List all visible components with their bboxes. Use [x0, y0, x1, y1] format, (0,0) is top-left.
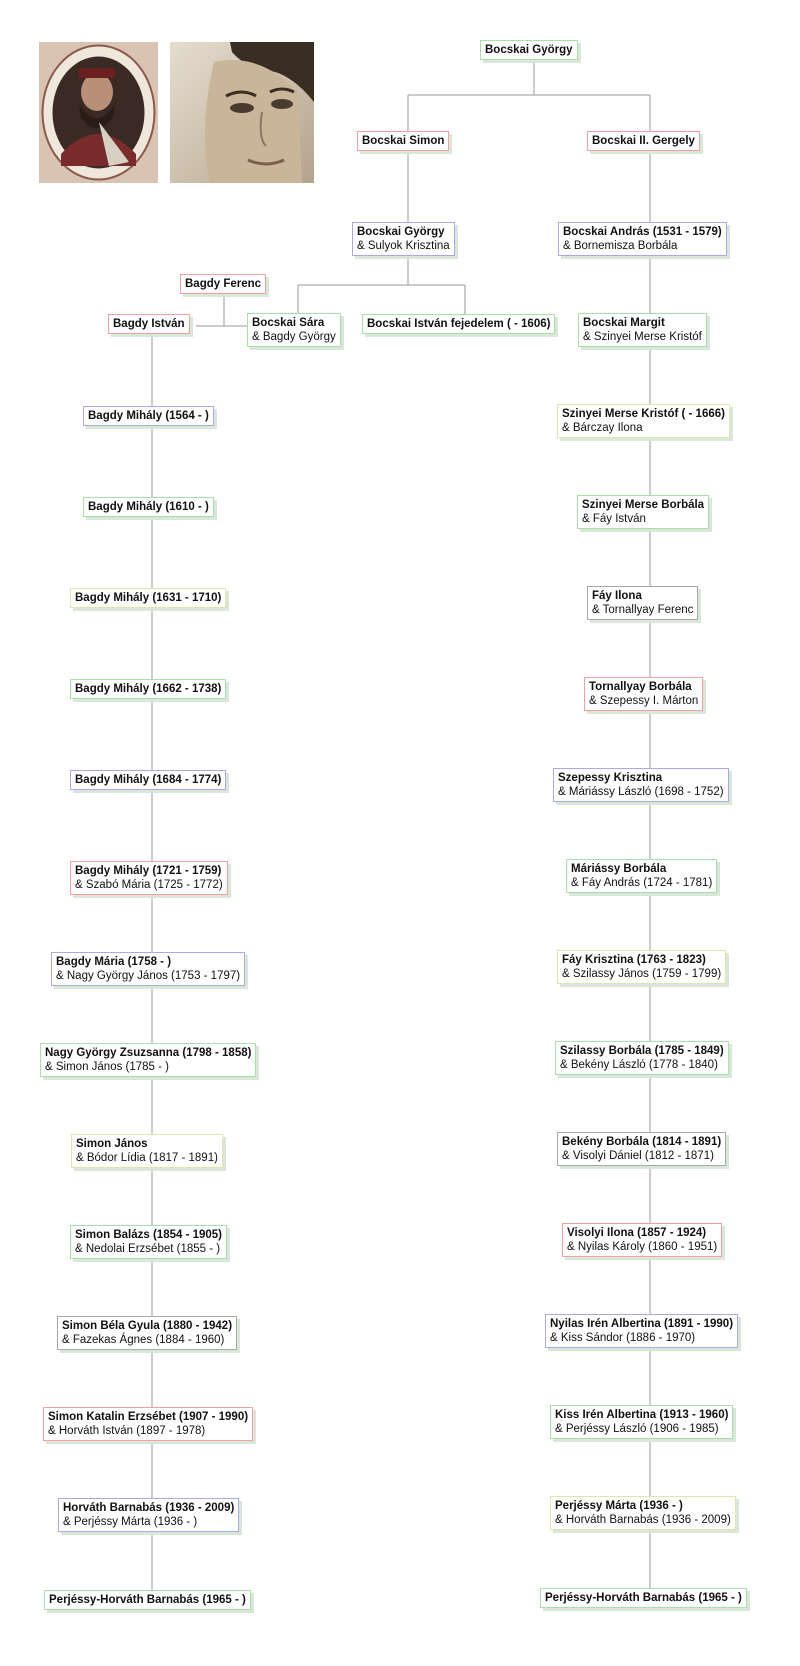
- person-name: Horváth Barnabás (1936 - 2009): [63, 1502, 235, 1514]
- person-node: [83, 406, 214, 426]
- person-spouse: & Bekény László (1778 - 1840): [560, 1059, 718, 1071]
- portrait-photo: [170, 42, 314, 183]
- person-name: Szinyei Merse Kristóf ( - 1666): [562, 408, 725, 420]
- person-node: [40, 1043, 256, 1077]
- person-node: [58, 1498, 239, 1532]
- person-node: [180, 274, 266, 294]
- person-name: Bagdy Mihály (1564 - ): [88, 410, 209, 422]
- person-name: Bagdy Mihály (1684 - 1774): [75, 774, 222, 786]
- person-spouse: & Bódor Lídia (1817 - 1891): [76, 1152, 218, 1164]
- person-name: Simon Balázs (1854 - 1905): [75, 1229, 223, 1241]
- portrait-engraving: [39, 42, 158, 183]
- person-node: [70, 679, 226, 699]
- person-spouse: & Szinyei Merse Kristóf: [583, 331, 702, 343]
- person-spouse: & Fáy András (1724 - 1781): [571, 877, 713, 889]
- person-name: Simon Béla Gyula (1880 - 1942): [62, 1320, 233, 1332]
- person-name: Szilassy Borbála (1785 - 1849): [560, 1045, 724, 1057]
- person-name: Tornallyay Borbála: [589, 681, 692, 693]
- person-node: [550, 1405, 733, 1439]
- person-node: [362, 314, 555, 334]
- person-spouse: & Bornemisza Borbála: [563, 240, 678, 252]
- person-node: [558, 222, 727, 256]
- person-name: Bagdy Mihály (1610 - ): [88, 501, 209, 513]
- person-node: [71, 1134, 223, 1168]
- person-name: Simon Katalin Erzsébet (1907 - 1990): [48, 1411, 249, 1423]
- person-node: [357, 131, 449, 151]
- person-name: Bocskai Simon: [362, 135, 445, 147]
- person-name: Bagdy Ferenc: [185, 278, 262, 290]
- person-spouse: & Simon János (1785 - ): [45, 1061, 170, 1073]
- person-spouse: & Tornallyay Ferenc: [592, 604, 694, 616]
- person-node: [578, 313, 707, 347]
- person-node: [480, 40, 578, 60]
- person-node: [584, 677, 703, 711]
- person-node: [566, 859, 717, 893]
- person-name: Bagdy István: [113, 318, 185, 330]
- person-name: Nagy György Zsuzsanna (1798 - 1858): [45, 1047, 252, 1059]
- person-node: [587, 586, 698, 620]
- person-node: [557, 950, 726, 984]
- person-spouse: & Bagdy György: [252, 331, 336, 343]
- person-name: Bagdy Mihály (1631 - 1710): [75, 592, 222, 604]
- person-node: [70, 588, 226, 608]
- person-node: [247, 313, 341, 347]
- person-name: Bocskai András (1531 - 1579): [563, 226, 722, 238]
- person-node: [70, 1225, 227, 1259]
- person-spouse: & Nagy György János (1753 - 1797): [56, 970, 241, 982]
- person-node: [540, 1588, 747, 1608]
- person-spouse: & Szilassy János (1759 - 1799): [562, 968, 722, 980]
- person-node: [562, 1223, 722, 1257]
- person-spouse: & Bárczay Ilona: [562, 422, 643, 434]
- person-node: [555, 1041, 729, 1075]
- person-spouse: & Nedolai Erzsébet (1855 - ): [75, 1243, 221, 1255]
- person-name: Bocskai Margit: [583, 317, 665, 329]
- person-node: [352, 222, 455, 256]
- person-spouse: & Visolyi Dániel (1812 - 1871): [562, 1150, 714, 1162]
- person-name: Szepessy Krisztina: [558, 772, 663, 784]
- person-name: Perjéssy-Horváth Barnabás (1965 - ): [545, 1592, 742, 1604]
- person-name: Szinyei Merse Borbála: [582, 499, 705, 511]
- person-name: Fáy Krisztina (1763 - 1823): [562, 954, 706, 966]
- person-name: Bocskai Sára: [252, 317, 325, 329]
- person-name: Kiss Irén Albertina (1913 - 1960): [555, 1409, 729, 1421]
- person-spouse: & Horváth Barnabás (1936 - 2009): [555, 1514, 731, 1526]
- person-name: Máriássy Borbála: [571, 863, 667, 875]
- person-name: Perjéssy Márta (1936 - ): [555, 1500, 683, 1512]
- person-node: [70, 861, 228, 895]
- person-name: Bocskai II. Gergely: [592, 135, 695, 147]
- person-node: [557, 1132, 726, 1166]
- person-node: [57, 1316, 237, 1350]
- person-node: [550, 1496, 736, 1530]
- person-name: Bagdy Mihály (1721 - 1759): [75, 865, 222, 877]
- portrait-engraving-icon: [39, 42, 158, 183]
- person-spouse: & Kiss Sándor (1886 - 1970): [550, 1332, 696, 1344]
- person-spouse: & Horváth István (1897 - 1978): [48, 1425, 206, 1437]
- person-node: [43, 1407, 253, 1441]
- person-name: Bocskai György: [485, 44, 573, 56]
- person-node: [553, 768, 729, 802]
- person-name: Visolyi Ilona (1857 - 1924): [567, 1227, 707, 1239]
- person-node: [51, 952, 245, 986]
- person-name: Bocskai István fejedelem ( - 1606): [367, 318, 551, 330]
- person-name: Bocskai György: [357, 226, 445, 238]
- person-name: Bekény Borbála (1814 - 1891): [562, 1136, 722, 1148]
- person-spouse: & Sulyok Krisztina: [357, 240, 450, 252]
- person-node: [70, 770, 226, 790]
- person-name: Fáy Ilona: [592, 590, 642, 602]
- person-name: Bagdy Mária (1758 - ): [56, 956, 172, 968]
- person-name: Simon János: [76, 1138, 148, 1150]
- person-name: Nyilas Irén Albertina (1891 - 1990): [550, 1318, 734, 1330]
- person-spouse: & Nyilas Károly (1860 - 1951): [567, 1241, 718, 1253]
- person-spouse: & Perjéssy László (1906 - 1985): [555, 1423, 719, 1435]
- person-spouse: & Fazekas Ágnes (1884 - 1960): [62, 1334, 225, 1346]
- person-spouse: & Fáy István: [582, 513, 646, 525]
- person-node: [545, 1314, 738, 1348]
- person-node: [83, 497, 214, 517]
- person-node: [587, 131, 700, 151]
- person-node: [44, 1590, 251, 1610]
- person-node: [557, 404, 730, 438]
- portrait-photo-icon: [170, 42, 314, 183]
- person-spouse: & Szepessy I. Márton: [589, 695, 699, 707]
- person-name: Bagdy Mihály (1662 - 1738): [75, 683, 222, 695]
- person-node: [577, 495, 709, 529]
- person-name: Perjéssy-Horváth Barnabás (1965 - ): [49, 1594, 246, 1606]
- person-node: [108, 314, 190, 334]
- person-spouse: & Szabó Mária (1725 - 1772): [75, 879, 223, 891]
- person-spouse: & Máriássy László (1698 - 1752): [558, 786, 724, 798]
- person-spouse: & Perjéssy Márta (1936 - ): [63, 1516, 198, 1528]
